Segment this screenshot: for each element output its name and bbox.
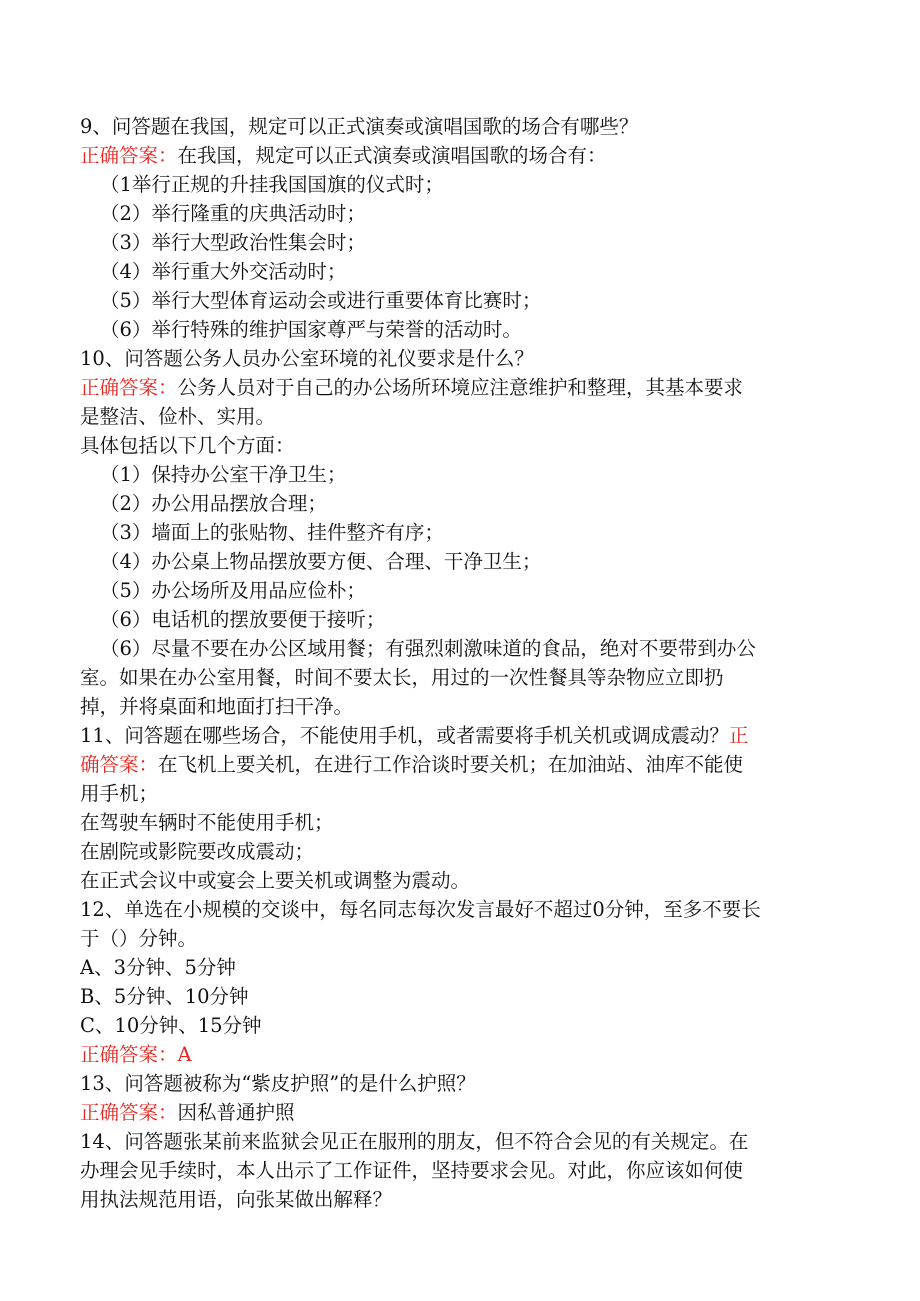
answer-line: 在驾驶车辆时不能使用手机；: [80, 811, 334, 834]
answer-text: 因私普通护照: [177, 1101, 295, 1124]
answer-text: 在飞机上要关机，在进行工作洽谈时要关机；在加油站、油库不能使: [158, 753, 744, 776]
list-item: （4）办公桌上物品摆放要方便、合理、干净卫生；: [100, 550, 542, 573]
question-12-title-cont: 于（）分钟。: [80, 927, 198, 950]
question-9-title: 9、问答题在我国，规定可以正式演奏或演唱国歌的场合有哪些？: [80, 115, 639, 138]
list-item: （3）举行大型政治性集会时；: [100, 231, 366, 254]
answer-label: 正确答案：: [80, 144, 178, 167]
answer-label-part: 确答案：: [80, 753, 159, 776]
question-13-title: 13、问答题被称为“紫皮护照”的是什么护照？: [80, 1072, 476, 1095]
option-c: C、10分钟、15分钟: [80, 1014, 262, 1037]
question-9-answer: [80, 141, 840, 170]
list-item: （6）尽量不要在办公区域用餐；有强烈刺激味道的食品，绝对不要带到办公: [100, 637, 756, 660]
list-item-continuation: 室。如果在办公室用餐，时间不要太长，用过的一次性餐具等杂物应立即扔: [80, 666, 724, 689]
answer-line: 在剧院或影院要改成震动；: [80, 840, 315, 863]
list-item: （6）电话机的摆放要便于接听；: [100, 608, 386, 631]
list-item: （1举行正规的升挂我国国旗的仪式时；: [100, 173, 444, 196]
list-item: （3）墙面上的张贴物、挂件整齐有序；: [100, 521, 444, 544]
answer-label-part: 正: [728, 724, 749, 747]
answer-text: A: [177, 1043, 192, 1066]
list-item-continuation: 掉，并将桌面和地面打扫干净。: [80, 695, 354, 718]
question-10-title: 10、问答题公务人员办公室环境的礼仪要求是什么？: [80, 347, 534, 370]
answer-label: 正确答案：: [80, 376, 178, 399]
question-11-title: [80, 721, 840, 750]
answer-continuation: 是整洁、俭朴、实用。: [80, 405, 276, 428]
answer-line: 在正式会议中或宴会上要关机或调整为震动。: [80, 869, 471, 892]
answer-label: 正确答案：: [80, 1101, 178, 1124]
answer-label: 正确答案：: [80, 1043, 178, 1066]
answer-text: 在我国，规定可以正式演奏或演唱国歌的场合有：: [177, 144, 607, 167]
answer-continuation: 用手机；: [80, 782, 159, 805]
list-item: （1）保持办公室干净卫生；: [100, 463, 347, 486]
list-item: （2）办公用品摆放合理；: [100, 492, 327, 515]
question-11-answer: [80, 750, 840, 779]
question-text: 11、问答题在哪些场合，不能使用手机，或者需要将手机关机或调成震动？: [80, 724, 729, 747]
question-14-title-cont: 用执法规范用语，向张某做出解释？: [80, 1188, 393, 1211]
answer-text: 公务人员对于自己的办公场所环境应注意维护和整理，其基本要求: [177, 376, 744, 399]
list-item: （2）举行隆重的庆典活动时；: [100, 202, 366, 225]
question-10-answer: [80, 373, 840, 402]
list-item: （4）举行重大外交活动时；: [100, 260, 347, 283]
option-a: A、3分钟、5分钟: [80, 956, 236, 979]
answer-intro: 具体包括以下几个方面：: [80, 434, 295, 457]
list-item: （6）举行特殊的维护国家尊严与荣誉的活动时。: [100, 318, 522, 341]
question-13-answer: [80, 1098, 840, 1127]
question-14-title-cont: 办理会见手续时，本人出示了工作证件，坚持要求会见。对此，你应该如何使: [80, 1159, 744, 1182]
question-12-answer: [80, 1040, 840, 1069]
question-12-title: 12、单选在小规模的交谈中，每名同志每次发言最好不超过0分钟，至多不要长: [80, 898, 761, 921]
question-14-title: 14、问答题张某前来监狱会见正在服刑的朋友，但不符合会见的有关规定。在: [80, 1130, 749, 1153]
list-item: （5）举行大型体育运动会或进行重要体育比赛时；: [100, 289, 542, 312]
list-item: （5）办公场所及用品应俭朴；: [100, 579, 366, 602]
option-b: B、5分钟、10分钟: [80, 985, 249, 1008]
